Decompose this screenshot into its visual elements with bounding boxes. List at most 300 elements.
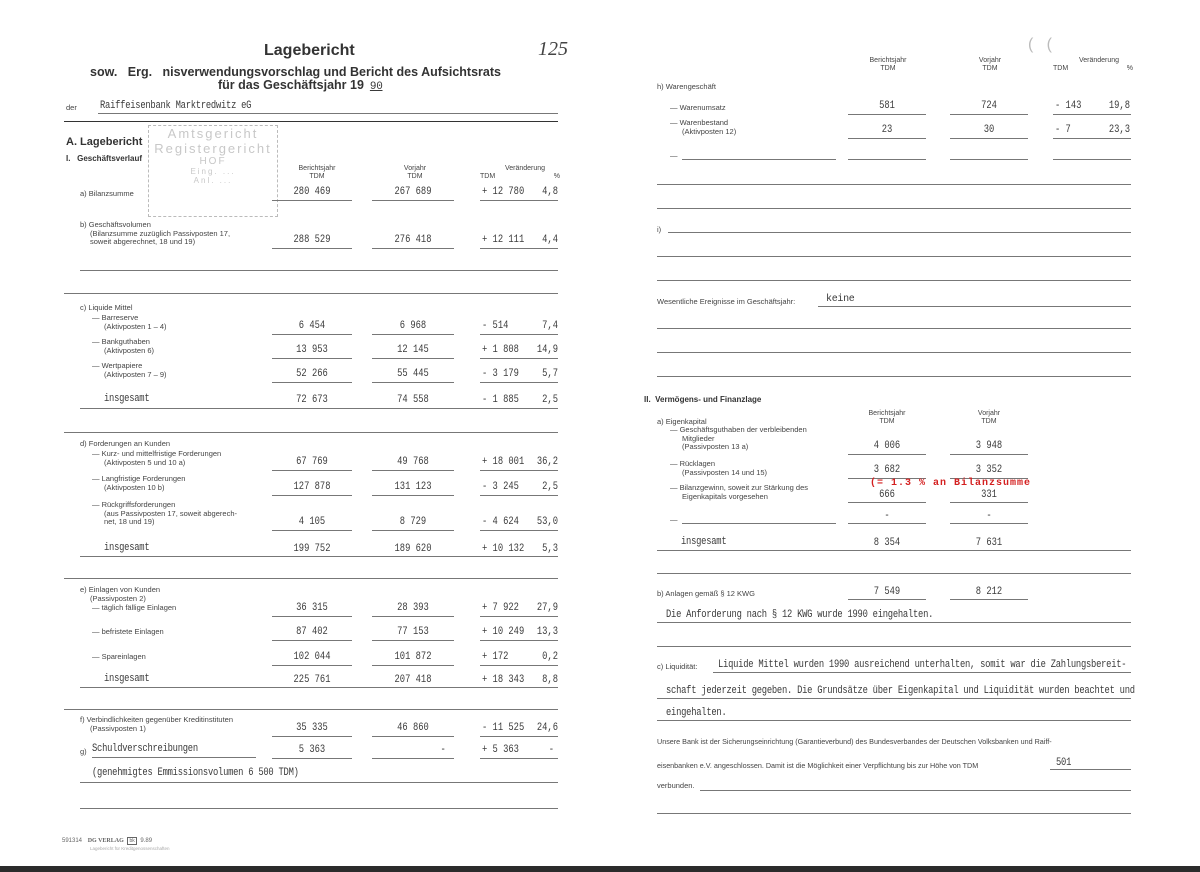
total-underline [80,408,558,409]
field-underline [480,248,558,249]
der-label: der [66,103,77,112]
value-berichtsjahr: 7 549 [873,586,901,598]
row-label-warengeschaeft: h) Warengeschäft [657,82,716,91]
field-underline [480,200,558,201]
value-pct: 2,5 [542,481,558,493]
row-label-einlagen [80,586,160,603]
fiscal-year-line [218,78,389,93]
col-header-vorjahr [380,165,450,181]
emission-volume-note: (genehmigtes Emmissionsvolumen 6 500 TDM) [92,767,299,779]
events-label: Wesentliche Ereignisse im Geschäftsjahr: [657,297,796,306]
col-header-veraenderung [480,165,560,181]
col-header-pct: % [553,173,560,180]
row-sublabel: net, 18 und 19) [104,517,155,526]
blank-line [668,232,1131,233]
field-underline [1053,114,1131,115]
text-underline [657,698,1131,699]
blank-line [657,184,1131,185]
col-header-unit: TDM [981,418,997,425]
value-pct: 24,6 [536,722,558,734]
value-pct: 23,3 [1108,124,1130,136]
value-change: - 3 179 [482,368,519,380]
field-underline [272,382,352,383]
row-label-bilanzgewinn [670,484,808,501]
value-berichtsjahr: 13 953 [296,344,328,356]
total-underline [80,687,558,688]
field-underline [272,616,352,617]
row-sublabel: (Passivposten 14 und 15) [682,467,768,477]
row-label: — Rückgriffsforderungen [92,500,176,509]
red-annotation: (= 1.3 % an Bilanzsumme [870,478,1032,489]
value-pct: 4,4 [542,234,558,246]
value-change: + 172 [482,651,509,663]
row-sublabel: (Aktivposten 10 b) [104,482,165,492]
field-underline [480,616,558,617]
field-underline [848,502,926,503]
value-berichtsjahr: 4 105 [298,516,326,528]
row-label-warenbestand [670,119,736,136]
form-footer [62,838,152,844]
total-underline [80,556,558,557]
col-header-berichtsjahr [848,410,926,426]
document-subtitle: sow. Erg. nisverwendungsvorschlag und Bericht des Aufsichtsrats [90,65,501,79]
value-vorjahr: 46 860 [397,722,429,734]
field-underline [272,358,352,359]
binding-hole-mark: ( ( [1028,36,1052,53]
blank-field [682,523,836,524]
blank-row-dash: — [670,151,678,160]
field-underline [372,665,454,666]
value-vorjahr: 267 689 [394,186,432,198]
value-berichtsjahr: 4 006 [873,440,901,452]
value-vorjahr: 12 145 [397,344,429,356]
value-change: + 7 922 [482,602,519,614]
row-label: — Barreserve [92,313,139,322]
row-sublabel: (Bilanzsumme zuzüglich Passivposten 17, [90,228,231,238]
col-header-unit: TDM [879,418,895,425]
col-header-label: Berichtsjahr [869,57,907,64]
value-change: + 18 001 [482,456,525,468]
value-berichtsjahr: 199 752 [293,543,331,555]
field-underline [480,640,558,641]
field-underline [950,599,1028,600]
value-pct: 27,9 [536,602,558,614]
field-underline [92,757,256,758]
total-label-liquide-mittel: insgesamt [104,393,150,405]
col-header-pct: % [1126,65,1133,72]
value-berichtsjahr: 3 682 [873,464,901,476]
field-underline [480,358,558,359]
value-pct: 53,0 [536,516,558,528]
row-label-geschaeftsguthaben [670,426,807,452]
row-label: — Wertpapiere [92,361,143,370]
field-underline [480,736,558,737]
row-label-warenumsatz: — Warenumsatz [670,103,726,112]
value-change: + 18 343 [482,674,525,686]
row-label: — Kurz- und mittelfristige Forderungen [92,449,222,458]
total-label-eigenkapital: insgesamt [681,536,727,548]
col-header-label: Veränderung [504,165,546,172]
row-label: — Langfristige Forderungen [92,474,186,483]
value-berichtsjahr: 5 363 [298,744,326,756]
section-ii-heading: II. Vermögens- und Finanzlage [644,395,762,404]
value-vorjahr: 8 729 [399,516,427,528]
value-vorjahr: 49 768 [397,456,429,468]
text-underline [657,720,1131,721]
value-berichtsjahr: 127 878 [293,481,331,493]
blank-line [657,646,1131,647]
col-header-vorjahr [950,410,1028,426]
kwg-compliance-note: Die Anforderung nach § 12 KWG wurde 1990 eingehalten. [666,609,934,621]
field-underline [848,523,926,524]
value-berichtsjahr: 67 769 [296,456,328,468]
value-berichtsjahr: 102 044 [293,651,331,663]
field-underline [272,530,352,531]
liquiditaet-text-line2: schaft jederzeit gegeben. Die Grundsätze über Eigenkapital und Liquidität wurden beachtet und [666,685,1135,697]
value-change: - 514 [482,320,509,332]
col-header-label: Veränderung [1078,57,1120,64]
blank-line [657,813,1131,814]
row-label: f) Verbindlichkeiten gegenüber Kreditinstituten [80,715,234,724]
field-underline [272,248,352,249]
value-change: + 10 249 [482,626,525,638]
value-change: + 12 111 [482,234,525,246]
field-underline [480,470,558,471]
row-sublabel: (Passivposten 1) [90,723,146,733]
fiscal-year-prefix: für das Geschäftsjahr 19 [218,78,364,92]
document-title: Lagebericht [264,42,355,59]
value-change: - 1 885 [482,394,519,406]
value-change: - 7 [1055,124,1071,136]
field-underline [950,454,1028,455]
section-rule [64,432,558,433]
value-vorjahr: 101 872 [394,651,432,663]
row-sublabel: Mitglieder [682,433,715,443]
value-change: - 11 525 [482,722,525,734]
row-label-rueckgriffsforderungen [92,501,237,527]
value-berichtsjahr: 225 761 [293,674,331,686]
row-label-i: i) [657,225,662,234]
row-label: — Rücklagen [670,459,716,468]
value-pct: 8,8 [542,674,558,686]
value-vorjahr: 276 418 [394,234,432,246]
value-change: - 3 245 [482,481,519,493]
bank-name: Raiffeisenbank Marktredwitz eG [100,100,252,112]
events-underline [818,306,1131,307]
row-label-ruecklagen [670,460,767,477]
field-underline [272,200,352,201]
blank-line [657,352,1131,353]
kwg-note-underline [657,622,1131,623]
row-label: — Geschäftsguthaben der verbleibenden [670,425,807,434]
guarantee-text-line3: verbunden. [657,781,695,790]
liquiditaet-text-line1: Liquide Mittel wurden 1990 ausreichend unterhalten, somit war die Zahlungsbereit- [718,659,1127,671]
blank-line [700,790,1131,791]
value-berichtsjahr: 581 [879,100,895,112]
value-change: - 143 [1055,100,1082,112]
value-berichtsjahr: 23 [881,124,893,136]
value-pct: 0,2 [542,651,558,663]
field-underline [372,530,454,531]
field-underline [372,334,454,335]
row-sublabel: (aus Passivposten 17, soweit abgerech- [104,508,237,518]
publisher-mark-icon: bk [129,838,135,844]
blank-row-dash: — [670,515,678,524]
field-underline [848,454,926,455]
value-berichtsjahr: 666 [879,489,895,501]
bank-name-underline [98,113,558,114]
field-underline [372,616,454,617]
blank-field [682,159,836,160]
value-vorjahr: - [986,510,992,522]
field-underline [272,736,352,737]
value-vorjahr: 74 558 [397,394,429,406]
field-underline [272,640,352,641]
registry-stamp [148,125,278,217]
value-berichtsjahr: 280 469 [293,186,331,198]
value-vorjahr: - [440,744,446,756]
field-underline [272,334,352,335]
value-vorjahr: 55 445 [397,368,429,380]
row-label-forderungen: d) Forderungen an Kunden [80,439,171,448]
row-label-spareinlagen: — Spareinlagen [92,652,146,661]
field-underline [372,495,454,496]
value-berichtsjahr: 36 315 [296,602,328,614]
value-vorjahr: 331 [981,489,997,501]
blank-line [657,376,1131,377]
value-berichtsjahr: 288 529 [293,234,331,246]
value-pct: 13,3 [536,626,558,638]
row-label-langfristige-forderungen [92,475,185,492]
value-vorjahr: 189 620 [394,543,432,555]
col-header-veraenderung [1053,57,1133,73]
total-underline [657,550,1131,551]
col-header-unit: TDM [1053,65,1069,72]
guarantee-amount: 501 [1056,757,1072,769]
blank-line [657,208,1131,209]
value-berichtsjahr: 8 354 [873,537,901,549]
field-underline [480,530,558,531]
row-label-schuldverschreibungen: Schuldverschreibungen [92,743,198,755]
value-pct: 14,9 [536,344,558,356]
field-underline [848,599,926,600]
value-change: + 10 132 [482,543,525,555]
fiscal-year-suffix: 90 [369,81,383,93]
col-header-label: Vorjahr [978,57,1002,64]
field-underline [480,495,558,496]
field-underline [372,382,454,383]
blank-line [80,270,558,271]
row-label-kurzfristige-forderungen [92,450,221,467]
form-footer-subline: Lagebericht für Kreditgenossenschaften [90,846,170,851]
guarantee-text-line2: eisenbanken e.V. angeschlossen. Damit ist die Möglichkeit einer Verpflichtung bis zur Höhe von TDM [657,761,979,770]
section-rule [64,293,558,294]
row-label-taeglich-faellige: — täglich fällige Einlagen [92,603,177,612]
field-underline [272,470,352,471]
total-label-einlagen: insgesamt [104,673,150,685]
row-label-bilanzsumme: a) Bilanzsumme [80,189,134,198]
row-prefix-g: g) [80,747,87,756]
col-header-unit: TDM [480,173,496,180]
blank-field [950,159,1028,160]
guarantee-amount-underline [1050,769,1131,770]
section-rule [64,709,558,710]
field-underline [372,248,454,249]
field-underline [372,736,454,737]
value-vorjahr: 30 [983,124,995,136]
text-underline [713,672,1131,673]
section-a-heading: A. Lagebericht [66,136,143,148]
row-sublabel: soweit abgerechnet, 18 und 19) [90,237,196,246]
value-berichtsjahr: 6 454 [298,320,326,332]
row-label-liquide-mittel: c) Liquide Mittel [80,303,133,312]
row-label-barreserve [92,314,167,331]
field-underline [848,138,926,139]
row-label: b) Geschäftsvolumen [80,220,151,229]
field-underline [950,114,1028,115]
row-label-liquiditaet: c) Liquidität: [657,662,698,671]
value-vorjahr: 3 948 [975,440,1003,452]
value-vorjahr: 724 [981,100,997,112]
value-vorjahr: 207 418 [394,674,432,686]
section-i-heading: I. Geschäftsverlauf [66,154,143,163]
blank-line [80,782,558,783]
value-pct: 2,5 [542,394,558,406]
value-pct: - [548,744,554,756]
row-label: — Warenbestand [670,118,729,127]
row-label: — Bankguthaben [92,337,150,346]
field-underline [950,138,1028,139]
guarantee-text-line1: Unsere Bank ist der Sicherungseinrichtung (Garantieverbund) des Bundesverbandes der Deutschen Volksbanken und Raiff- [657,737,1052,746]
field-underline [372,758,454,759]
field-underline [950,523,1028,524]
value-berichtsjahr: - [884,510,890,522]
field-underline [372,200,454,201]
section-rule [64,578,558,579]
col-header-label: Vorjahr [403,165,427,172]
field-underline [372,640,454,641]
row-label-eigenkapital: a) Eigenkapital [657,417,707,426]
value-berichtsjahr: 87 402 [296,626,328,638]
field-underline [372,470,454,471]
field-underline [848,114,926,115]
field-underline [372,358,454,359]
row-label-anlagen-kwg: b) Anlagen gemäß § 12 KWG [657,589,755,598]
col-header-berichtsjahr [282,165,352,181]
row-label-befristete: — befristete Einlagen [92,627,164,636]
row-sublabel: (Aktivposten 5 und 10 a) [104,457,186,467]
value-vorjahr: 131 123 [394,481,432,493]
col-header-label: Berichtsjahr [868,410,906,417]
col-header-label: Berichtsjahr [298,165,336,172]
value-change: - 4 624 [482,516,519,528]
col-header-unit: TDM [309,173,325,180]
blank-line [657,280,1131,281]
row-sublabel: (Passivposten 2) [90,593,146,603]
row-sublabel: (Aktivposten 12) [682,126,737,136]
field-underline [950,502,1028,503]
field-underline [480,665,558,666]
publisher-logo: DG VERLAG [87,838,124,844]
field-underline [480,334,558,335]
row-sublabel: (Aktivposten 1 – 4) [104,321,167,331]
blank-line [657,256,1131,257]
value-vorjahr: 8 212 [975,586,1003,598]
col-header-berichtsjahr [848,57,928,73]
value-pct: 4,8 [542,186,558,198]
blank-line [657,573,1131,574]
field-underline [480,382,558,383]
value-change: + 1 808 [482,344,519,356]
stamp-line: Anl. ... [193,176,233,185]
value-change: + 5 363 [482,744,519,756]
field-underline [272,495,352,496]
row-label-geschaeftsvolumen [80,221,230,247]
col-header-unit: TDM [880,65,896,72]
field-underline [1053,138,1131,139]
blank-line [80,808,558,809]
col-header-label: Vorjahr [977,410,1001,417]
blank-line [657,328,1131,329]
handwritten-page-number: 125 [538,38,568,60]
value-pct: 7,4 [542,320,558,332]
stamp-line: Amtsgericht [167,126,259,141]
row-label-wertpapiere [92,362,167,379]
events-value: keine [826,294,855,305]
stamp-line: Registergericht [154,141,272,156]
right-page [600,0,1200,872]
field-underline [272,758,352,759]
scanner-edge [0,866,1200,872]
row-sublabel: (Aktivposten 7 – 9) [104,369,167,379]
field-underline [272,665,352,666]
value-vorjahr: 28 393 [397,602,429,614]
liquiditaet-text-line3: eingehalten. [666,707,727,719]
value-berichtsjahr: 72 673 [296,394,328,406]
stamp-line: Eing. ... [190,167,236,176]
row-sublabel: Eigenkapitals vorgesehen [682,491,768,501]
field-underline [480,758,558,759]
value-pct: 5,3 [542,543,558,555]
value-berichtsjahr: 52 266 [296,368,328,380]
blank-field [1053,159,1131,160]
row-label-bankguthaben [92,338,154,355]
row-label: — Bilanzgewinn, soweit zur Stärkung des [670,483,808,492]
total-label-forderungen: insgesamt [104,542,150,554]
value-change: + 12 780 [482,186,525,198]
value-vorjahr: 77 153 [397,626,429,638]
header-rule [64,121,558,122]
value-vorjahr: 3 352 [975,464,1003,476]
col-header-unit: TDM [407,173,423,180]
stamp-line: HOF [199,156,227,167]
value-vorjahr: 7 631 [975,537,1003,549]
value-pct: 36,2 [536,456,558,468]
row-label: e) Einlagen von Kunden [80,585,161,594]
value-berichtsjahr: 35 335 [296,722,328,734]
value-pct: 19,8 [1108,100,1130,112]
row-sublabel: (Aktivposten 6) [104,345,155,355]
blank-field [848,159,926,160]
value-vorjahr: 6 968 [399,320,427,332]
row-sublabel: (Passivposten 13 a) [682,442,749,451]
row-label-verbindlichkeiten [80,716,233,733]
form-date: 9.89 [140,838,153,844]
form-code: 591314 [62,838,83,844]
value-pct: 5,7 [542,368,558,380]
col-header-unit: TDM [982,65,998,72]
col-header-vorjahr [955,57,1025,73]
